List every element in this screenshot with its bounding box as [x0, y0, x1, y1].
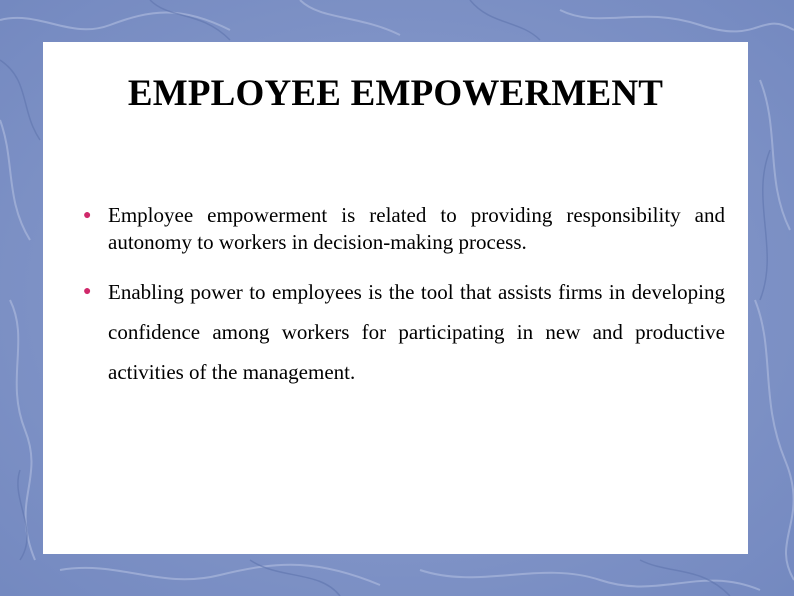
bullet-item [80, 202, 725, 256]
bullet-text: Employee empowerment is related to providing responsibility and autonomy to workers in decision-making process. [108, 203, 725, 254]
slide-title: EMPLOYEE EMPOWERMENT [127, 73, 664, 114]
bullet-list [80, 202, 725, 392]
bullet-item [80, 272, 725, 392]
bullet-dot-icon: ● [83, 208, 92, 223]
content-panel [43, 42, 748, 554]
bullet-dot-icon: ● [83, 284, 92, 299]
bullet-text: Enabling power to employees is the tool that assists firms in developing confidence among workers for participating in new and productive activities of the management. [108, 280, 725, 384]
